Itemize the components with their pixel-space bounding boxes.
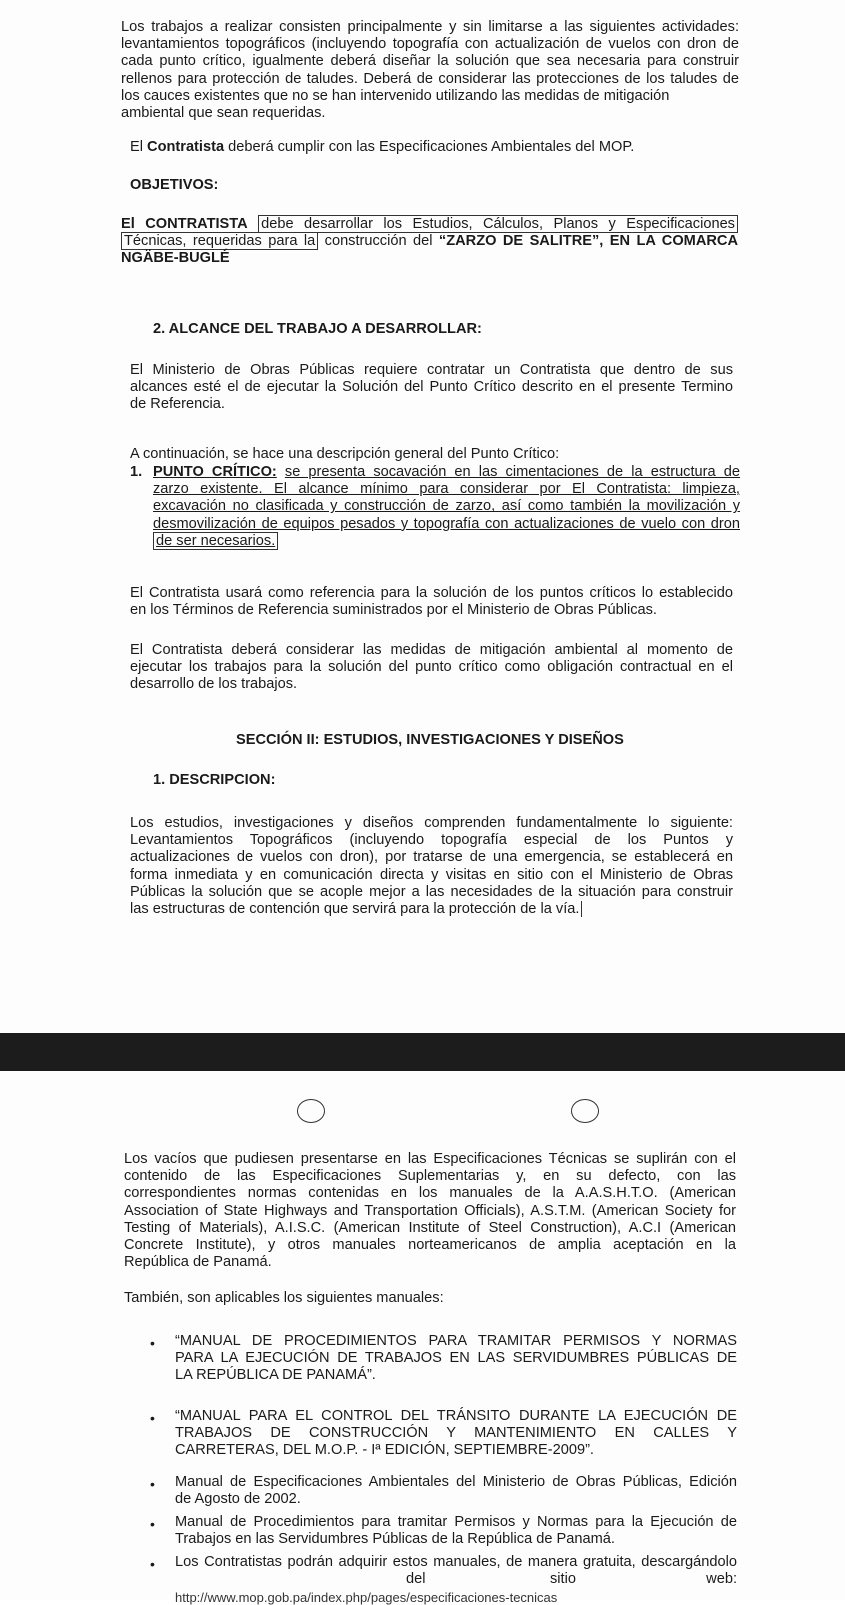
vacios-paragraph <box>124 1151 736 1271</box>
descripcion-paragraph <box>130 815 733 918</box>
intro-line: los cauces existentes que no se han intervenido utilizando las medidas de mitigación <box>121 87 670 104</box>
intro-paragraph <box>121 19 739 122</box>
punto-label: PUNTO CRÍTICO: <box>153 464 277 480</box>
continuacion-line: A continuación, se hace una descripción general del Punto Crítico: <box>130 446 560 462</box>
descripcion-line: las estructuras de contención que servirá para la protección de la vía. <box>130 901 582 917</box>
bullet-icon: • <box>150 1516 155 1532</box>
contratista-bold: Contratista <box>147 139 225 155</box>
manual-list-item: “MANUAL PARA EL CONTROL DEL TRÁNSITO DURANTE LA EJECUCIÓN DE TRABAJOS DE CONSTRUCCIÓN Y MANTENIMIENTO EN CALLES Y CARRETERAS, DEL M.O.P. - Iª EDICIÓN, SEPTIEMBRE-2009”. <box>175 1408 737 1459</box>
bullet-icon: • <box>150 1335 155 1351</box>
tambien-line: También, son aplicables los siguientes manuales: <box>124 1290 444 1306</box>
descripcion-line: actualizaciones de vuelos con dron), por tratarse de una emergencia, se establecerá en <box>130 849 733 866</box>
manual-list-item: Los Contratistas podrán adquirir estos manuales, de manera gratuita, descargándolo del sitio web: <box>175 1554 737 1588</box>
alcance-heading: 2. ALCANCE DEL TRABAJO A DESARROLLAR: <box>153 321 482 337</box>
objetivos-line: El CONTRATISTA debe desarrollar los Estudios, Cálculos, Planos y Especificaciones <box>121 216 738 233</box>
manual-list-item: Manual de Especificaciones Ambientales del Ministerio de Obras Públicas, Edición de Agosto de 2002. <box>175 1474 737 1508</box>
descripcion-line: Públicas la solución que se acople mejor a las necesidades de la situación para construir <box>130 883 733 900</box>
vacios-line: República de Panamá. <box>124 1254 272 1271</box>
bullet-icon: • <box>150 1410 155 1426</box>
mitigacion-paragraph <box>130 642 733 694</box>
punto-line: de ser necesarios. <box>153 532 278 550</box>
objetivos-paragraph <box>121 216 738 268</box>
alcance-line: de Referencia. <box>130 396 225 413</box>
mitigacion-line: El Contratista deberá considerar las medidas de mitigación ambiental al momento de <box>130 642 733 658</box>
vacios-line: Los vacíos que pudiesen presentarse en las Especificaciones Técnicas se suplirán con el <box>124 1151 736 1167</box>
manuals-url-link[interactable]: http://www.mop.gob.pa/index.php/pages/especificaciones-tecnicas <box>175 1590 558 1605</box>
intro-line: cada punto crítico, igualmente deberá diseñar la solución que sea necesaria para construir <box>121 53 739 70</box>
punto-line: excavación no clasificada y construcción de zarzo, así como también la movilización y <box>153 498 740 515</box>
vacios-line: Association of State Highways and Transportation Officials), A.S.T.M. (American Society for <box>124 1202 736 1219</box>
mop-compliance-line: El Contratista deberá cumplir con las Especificaciones Ambientales del MOP. <box>130 139 635 155</box>
page-divider <box>0 1033 845 1071</box>
punto-line: zarzo existente. El alcance mínimo para considerar por El Contratista: limpieza, <box>153 481 740 498</box>
punto-line: desmovilización de equipos pesados y topografía con actualizaciones de vuelo con dron <box>153 515 740 532</box>
descripcion-line: Los estudios, investigaciones y diseños comprenden fundamentalmente lo siguiente: <box>130 815 733 831</box>
vacios-line: contenido de las Especificaciones Suplementarias y, en su defecto, con las <box>124 1168 736 1185</box>
punto-critico-item: 1. PUNTO CRÍTICO: se presenta socavación en las cimentaciones de la estructura de zarzo existente. El alcance mínimo para considerar por El Contratista: limpieza, excavación no clasificada y construcción de zarzo, así como también la movilización y desmovilización de equipos pesados y topografía con actualizaciones de vuelo con dron de ser necesarios. <box>130 464 740 549</box>
vacios-line: Testing of Materials), A.I.S.C. (American Institute of Steel Construction), A.C.I (American <box>124 1219 736 1236</box>
objetivos-line: NGÄBE-BUGLÉ <box>121 250 230 267</box>
intro-line: ambiental que sean requeridas. <box>121 105 326 122</box>
alcance-paragraph <box>130 362 733 414</box>
mitigacion-line: ejecutar los trabajos para la solución del punto crítico como obligación contractual en el <box>130 659 733 676</box>
referencia-line: El Contratista usará como referencia para la solución de los puntos críticos lo establecido <box>130 585 733 601</box>
intro-line: levantamientos topográficos (incluyendo topografía con actualización de vuelos con dron de <box>121 36 739 53</box>
objetivos-heading: OBJETIVOS: <box>130 177 219 193</box>
bullet-icon: • <box>150 1556 155 1572</box>
objetivos-line: Técnicas, requeridas para la construcción del “ZARZO DE SALITRE”, EN LA COMARCA <box>121 233 738 250</box>
descripcion-line: Levantamientos Topográficos (incluyendo topografía especial de los Puntos y <box>130 832 733 849</box>
last-line-word: del <box>406 1571 426 1588</box>
alcance-line: El Ministerio de Obras Públicas requiere contratar un Contratista que dentro de sus <box>130 362 733 378</box>
referencia-line: en los Términos de Referencia suministrados por el Ministerio de Obras Públicas. <box>130 602 657 619</box>
vacios-line: correspondientes normas contenidas en los manuales de la A.A.S.H.T.O. (American <box>124 1185 736 1202</box>
referencia-paragraph <box>130 585 733 619</box>
last-line-word: web: <box>706 1571 737 1588</box>
punto-number: 1. <box>130 464 143 480</box>
bullet-icon: • <box>150 1476 155 1492</box>
descripcion-heading: 1. DESCRIPCION: <box>153 772 276 788</box>
seccion-heading: SECCIÓN II: ESTUDIOS, INVESTIGACIONES Y DISEÑOS <box>236 732 624 748</box>
last-line-word: sitio <box>550 1571 576 1588</box>
intro-line: rellenos para protección de taludes. Deberá de considerar las protecciones de los taludes de <box>121 70 739 87</box>
mitigacion-line: desarrollo de los trabajos. <box>130 676 298 693</box>
intro-line: Los trabajos a realizar consisten principalmente y sin limitarse a las siguientes actividades: <box>121 19 739 35</box>
descripcion-line: forma inmediata y en comunicación directa y visitas en sitio con el Ministerio de Obras <box>130 866 733 883</box>
vacios-line: Concrete Institute), y otros manuales norteamericanos de amplia aceptación en la <box>124 1237 736 1254</box>
manual-list-item: Manual de Procedimientos para tramitar Permisos y Normas para la Ejecución de Trabajos en las Servidumbres Públicas de la República de Panamá. <box>175 1514 737 1548</box>
binder-hole-left-icon <box>297 1099 325 1123</box>
manual-list-item: “MANUAL DE PROCEDIMIENTOS PARA TRAMITAR PERMISOS Y NORMAS PARA LA EJECUCIÓN DE TRABAJOS EN LAS SERVIDUMBRES PÚBLICAS DE LA REPÚBLICA DE PANAMÁ”. <box>175 1333 737 1384</box>
alcance-line: alcances esté el de ejecutar la Solución del Punto Crítico descrito en el presente Termino <box>130 379 733 396</box>
binder-hole-right-icon <box>571 1099 599 1123</box>
